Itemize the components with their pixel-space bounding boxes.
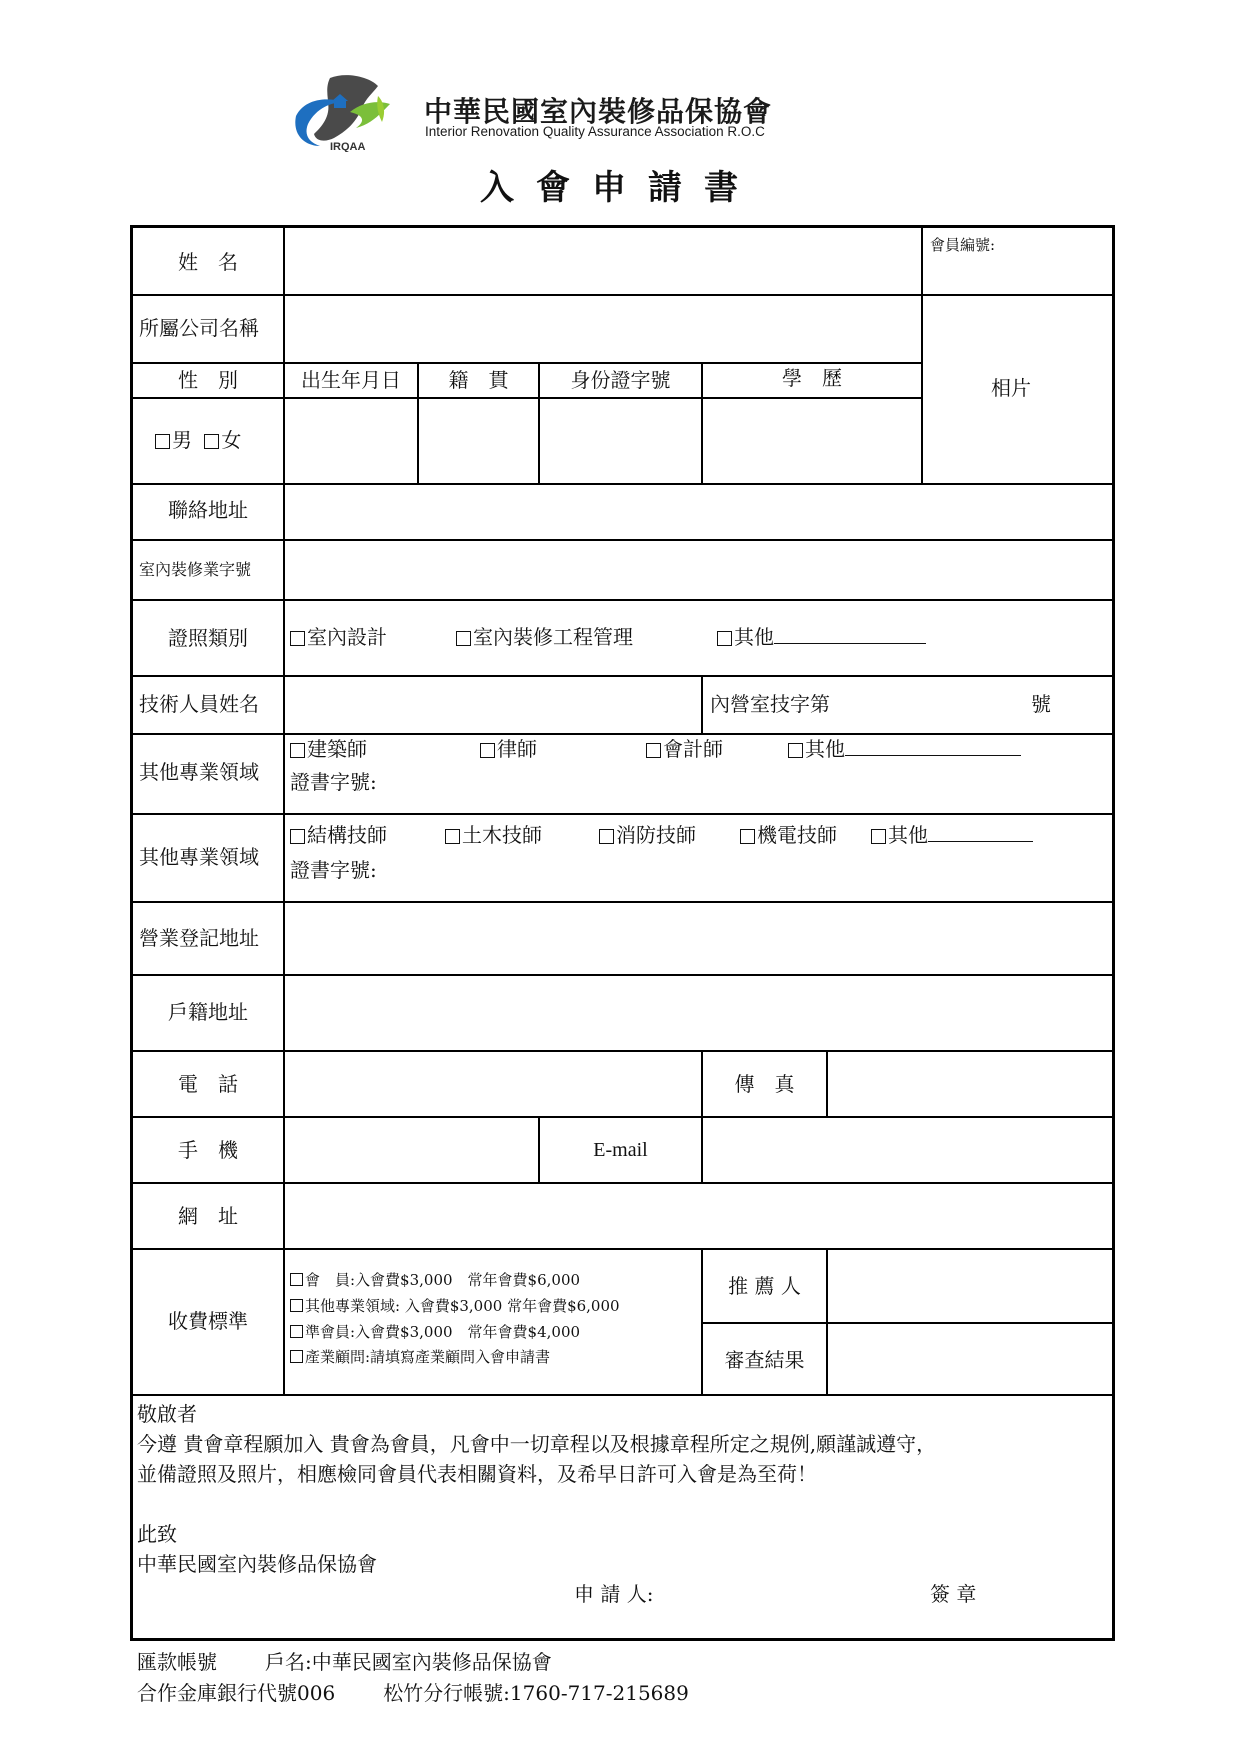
recommender-label: 推 薦 人: [728, 1274, 801, 1298]
cert-interior-checkbox[interactable]: [290, 631, 305, 646]
architect-checkbox[interactable]: [290, 743, 305, 758]
structural-checkbox[interactable]: [290, 829, 305, 844]
row-divider: [133, 733, 1115, 735]
email-field[interactable]: [703, 1118, 1115, 1182]
letter-line-1: 今遵 貴會章程願加入 貴會為會員，凡會中一切章程以及根據章程所定之規例,願謹誠遵守，: [137, 1432, 937, 1456]
account-name: 戶名:中華民國室內裝修品保協會: [265, 1650, 552, 1674]
org-name-en: Interior Renovation Quality Assurance Association R.O.C: [425, 124, 765, 139]
fee-member: 會 員:入會費$3,000 常年會費$6,000: [290, 1273, 580, 1288]
member-no-field[interactable]: [923, 258, 1115, 294]
other2-opt-mech: 機電技師: [740, 825, 837, 845]
org-name-cn: 中華民國室內裝修品保協會: [424, 95, 773, 128]
row-divider: [133, 1394, 1115, 1396]
gender-options: [155, 430, 241, 450]
household-addr-field[interactable]: [285, 976, 1115, 1050]
origin-field[interactable]: [419, 399, 538, 483]
cert-label: 證照類別: [168, 626, 248, 650]
lawyer-checkbox[interactable]: [480, 743, 495, 758]
other-field-label-2: 其他專業領域: [139, 845, 259, 869]
col-divider: [701, 1248, 703, 1394]
other-field-label-1: 其他專業領域: [139, 760, 259, 784]
other2-opt-structural: 結構技師: [290, 825, 387, 845]
name-field[interactable]: [285, 228, 921, 294]
fee-other-field: 其他專業領域: 入會費$3,000 常年會費$6,000: [290, 1299, 620, 1314]
tech-name-label: 技術人員姓名: [139, 692, 259, 716]
accountant-checkbox[interactable]: [646, 743, 661, 758]
fee-label: 收費標準: [168, 1309, 248, 1333]
other2-opt-civil: 土木技師: [445, 825, 542, 845]
letter-closing: 此致: [137, 1522, 177, 1546]
bank-line: [137, 1683, 689, 1703]
gender-label: 性 別: [178, 368, 238, 392]
household-addr-label: 戶籍地址: [168, 1000, 248, 1024]
fax-label: 傳 真: [734, 1072, 795, 1096]
id-label: 身份證字號: [570, 368, 671, 392]
address-label: 聯絡地址: [168, 498, 248, 522]
mobile-field[interactable]: [285, 1118, 538, 1182]
male-label: 男: [172, 428, 192, 452]
bank-code: 合作金庫銀行代號006: [137, 1681, 336, 1705]
company-label: 所屬公司名稱: [139, 316, 259, 340]
civil-checkbox[interactable]: [445, 829, 460, 844]
fee-advisor: 產業顧問:請填寫產業顧問入會申請書: [290, 1350, 550, 1365]
other1-opt-architect: 建築師: [290, 739, 367, 759]
other2-opt-other: 其他: [871, 825, 1033, 845]
irqaa-logo-icon: [290, 72, 402, 152]
female-checkbox[interactable]: [204, 434, 219, 449]
fee-member-checkbox[interactable]: [290, 1273, 303, 1286]
other1-checkbox[interactable]: [788, 743, 803, 758]
other1-opt-lawyer: 律師: [480, 739, 537, 759]
letter-salutation: 敬啟者: [137, 1402, 197, 1426]
row-divider: [133, 599, 1115, 601]
mech-checkbox[interactable]: [740, 829, 755, 844]
cert-option-interior: 室內設計: [290, 627, 387, 647]
seal-label: 簽 章: [930, 1582, 977, 1606]
phone-field[interactable]: [285, 1052, 701, 1116]
fee-associate: 準會員:入會費$3,000 常年會費$4,000: [290, 1325, 580, 1340]
tech-no-prefix: 內營室技字第: [710, 692, 830, 716]
letter-recipient: 中華民國室內裝修品保協會: [137, 1552, 377, 1576]
biz-addr-field[interactable]: [285, 903, 1115, 974]
row-divider: [133, 813, 1115, 815]
female-label: 女: [221, 428, 242, 452]
edu-field[interactable]: [703, 399, 921, 483]
member-no-label: 會員編號:: [930, 236, 996, 254]
other2-checkbox[interactable]: [871, 829, 886, 844]
review-field[interactable]: [828, 1324, 1115, 1394]
other2-opt-fire: 消防技師: [599, 825, 696, 845]
id-field[interactable]: [540, 399, 701, 483]
birth-field[interactable]: [285, 399, 417, 483]
photo-label: 相片: [991, 376, 1031, 400]
letter-line-2: 並備證照及照片，相應檢同會員代表相關資料，及希早日許可入會是為至荷！: [137, 1462, 817, 1486]
applicant-label: 申 請 人:: [574, 1582, 654, 1606]
mobile-label: 手 機: [178, 1138, 238, 1162]
recommender-field[interactable]: [828, 1250, 1115, 1322]
tech-no-suffix: 號: [1031, 692, 1051, 716]
review-label: 審查結果: [724, 1348, 805, 1372]
application-form: [130, 225, 1115, 1641]
remit-account-line: [137, 1652, 552, 1672]
birth-label: 出生年月日: [301, 368, 401, 392]
cert-option-other: 其他: [717, 627, 926, 647]
edu-label: 學 歷: [782, 366, 842, 390]
photo-box[interactable]: [923, 296, 1115, 483]
cert-no-label-2: 證書字號:: [290, 858, 377, 882]
cert-no-label-1: 證書字號:: [290, 770, 377, 794]
phone-label: 電 話: [178, 1072, 238, 1096]
web-field[interactable]: [285, 1184, 1115, 1248]
account-label: 匯款帳號: [137, 1650, 217, 1674]
fee-advisor-checkbox[interactable]: [290, 1350, 303, 1363]
fee-other-checkbox[interactable]: [290, 1299, 303, 1312]
fee-associate-checkbox[interactable]: [290, 1325, 303, 1338]
reno-no-field[interactable]: [285, 541, 1115, 599]
reno-no-label: 室內裝修業字號: [139, 560, 252, 579]
col-divider: [701, 675, 703, 733]
cert-mgmt-checkbox[interactable]: [456, 631, 471, 646]
row-divider: [133, 362, 923, 364]
svg-text:IRQAA: IRQAA: [330, 141, 366, 152]
branch-account: 松竹分行帳號:1760-717-215689: [383, 1681, 689, 1705]
other1-opt-other: 其他: [788, 739, 1021, 759]
cert-option-mgmt: 室內裝修工程管理: [456, 627, 633, 647]
name-label: 姓 名: [178, 250, 238, 274]
email-label: E-mail: [593, 1139, 648, 1161]
fire-checkbox[interactable]: [599, 829, 614, 844]
company-field[interactable]: [285, 296, 921, 362]
other1-opt-accountant: 會計師: [646, 739, 723, 759]
male-checkbox[interactable]: [155, 434, 170, 449]
fax-field[interactable]: [828, 1052, 1115, 1116]
origin-label: 籍 貫: [448, 368, 509, 392]
biz-addr-label: 營業登記地址: [139, 926, 259, 950]
cert-other-checkbox[interactable]: [717, 631, 732, 646]
tech-name-field[interactable]: [285, 677, 701, 733]
web-label: 網 址: [178, 1204, 238, 1228]
address-field[interactable]: [285, 485, 1115, 539]
page-title: 入會申請書: [480, 168, 760, 208]
